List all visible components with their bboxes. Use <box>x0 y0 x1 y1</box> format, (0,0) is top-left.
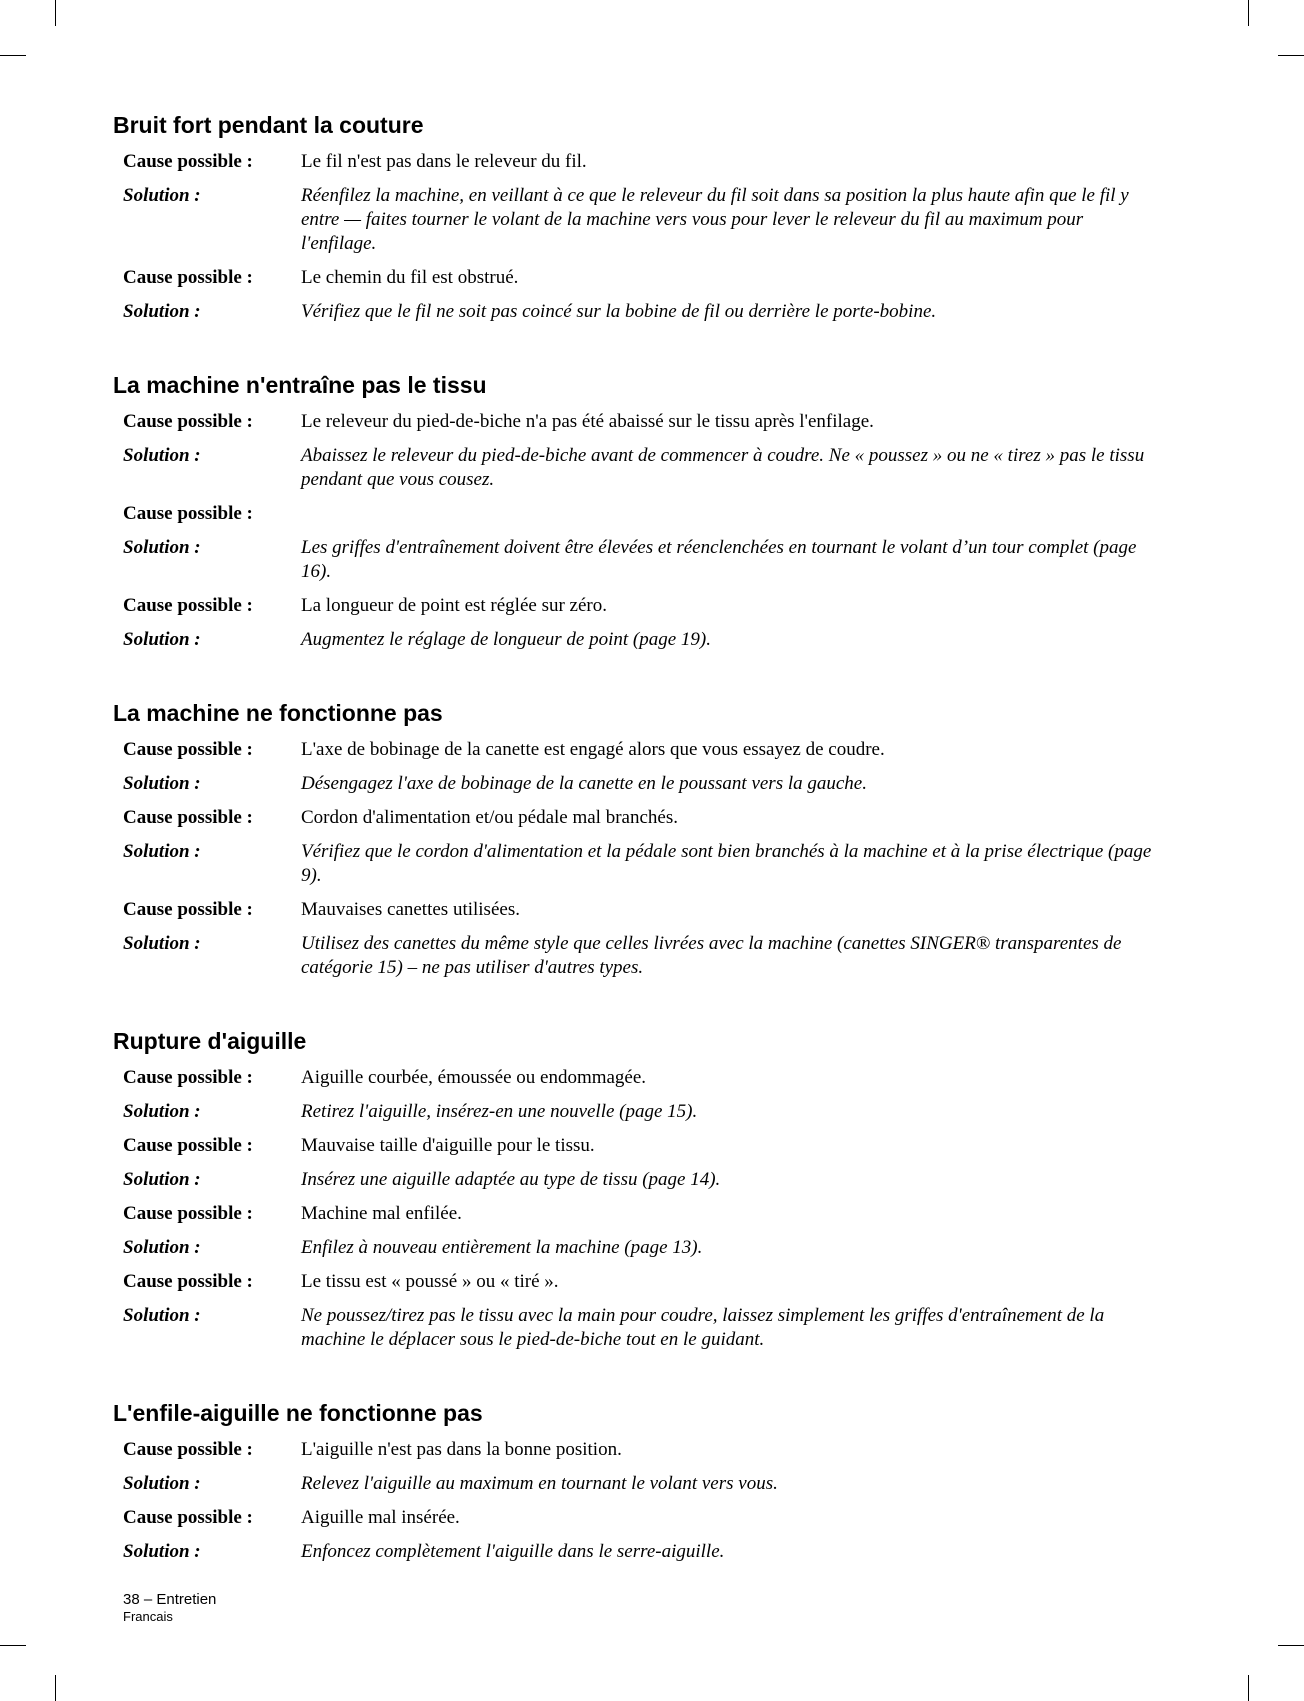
solution-label: Solution : <box>123 1305 201 1326</box>
solution-row <box>123 1100 1153 1124</box>
cause-label: Cause possible : <box>123 595 253 616</box>
cause-text: L'axe de bobinage de la canette est engagé alors que vous essayez de coudre. <box>301 739 885 760</box>
page-footer <box>123 1591 216 1625</box>
section-title: La machine ne fonctionne pas <box>113 700 443 726</box>
solution-row <box>123 300 1153 324</box>
crop-mark <box>1248 1675 1249 1701</box>
cause-row <box>123 266 1153 290</box>
cause-label: Cause possible : <box>123 503 253 524</box>
cause-text: Cordon d'alimentation et/ou pédale mal branchés. <box>301 807 678 828</box>
solution-label: Solution : <box>123 1237 201 1258</box>
solution-label: Solution : <box>123 629 201 650</box>
cause-text: Mauvaise taille d'aiguille pour le tissu. <box>301 1135 595 1156</box>
section-title: Rupture d'aiguille <box>113 1028 307 1054</box>
cause-row <box>123 150 1153 174</box>
solution-label: Solution : <box>123 1541 201 1562</box>
troubleshooting-section <box>113 108 1153 324</box>
section-spacer <box>113 990 1153 1024</box>
solution-text: Enfilez à nouveau entièrement la machine (page 13). <box>301 1237 703 1258</box>
footer-language: Francais <box>123 1609 173 1624</box>
crop-mark <box>0 55 26 56</box>
solution-row <box>123 536 1153 584</box>
solution-row <box>123 184 1153 256</box>
cause-text: Machine mal enfilée. <box>301 1203 462 1224</box>
solution-text: Relevez l'aiguille au maximum en tournant le volant vers vous. <box>301 1473 778 1494</box>
solution-row <box>123 444 1153 492</box>
cause-text: Aiguille courbée, émoussée ou endommagée. <box>301 1067 647 1088</box>
solution-text: Les griffes d'entraînement doivent être élevées et réenclenchées en tournant le volant d’un tour complet (page 16). <box>301 537 1137 582</box>
cause-text: Le chemin du fil est obstrué. <box>301 267 519 288</box>
solution-text: Retirez l'aiguille, insérez-en une nouvelle (page 15). <box>301 1101 698 1122</box>
cause-label: Cause possible : <box>123 267 253 288</box>
cause-label: Cause possible : <box>123 1067 253 1088</box>
crop-mark <box>1278 55 1304 56</box>
cause-text: L'aiguille n'est pas dans la bonne position. <box>301 1439 622 1460</box>
cause-text: Le tissu est « poussé » ou « tiré ». <box>301 1271 559 1292</box>
cause-row <box>123 594 1153 618</box>
cause-label: Cause possible : <box>123 1135 253 1156</box>
cause-label: Cause possible : <box>123 739 253 760</box>
crop-mark <box>0 1645 26 1646</box>
section-title: Bruit fort pendant la couture <box>113 112 424 138</box>
solution-text: Vérifiez que le cordon d'alimentation et la pédale sont bien branchés à la machine et à la prise électrique (page 9). <box>301 841 1152 886</box>
cause-label: Cause possible : <box>123 899 253 920</box>
section-spacer <box>113 1362 1153 1396</box>
cause-row <box>123 1134 1153 1158</box>
solution-text: Insérez une aiguille adaptée au type de tissu (page 14). <box>301 1169 721 1190</box>
solution-label: Solution : <box>123 773 201 794</box>
solution-row <box>123 840 1153 888</box>
cause-row <box>123 1066 1153 1090</box>
cause-row <box>123 1202 1153 1226</box>
solution-label: Solution : <box>123 301 201 322</box>
cause-text: La longueur de point est réglée sur zéro. <box>301 595 607 616</box>
cause-row <box>123 898 1153 922</box>
cause-label: Cause possible : <box>123 411 253 432</box>
crop-mark <box>1248 0 1249 26</box>
solution-text: Ne poussez/tirez pas le tissu avec la main pour coudre, laissez simplement les griffes d'entraînement de la machine le déplacer sous le pied-de-biche tout en le guidant. <box>301 1305 1105 1350</box>
crop-mark <box>1278 1645 1304 1646</box>
solution-label: Solution : <box>123 445 201 466</box>
troubleshooting-section <box>113 1024 1153 1352</box>
cause-text: Le releveur du pied-de-biche n'a pas été abaissé sur le tissu après l'enfilage. <box>301 411 874 432</box>
solution-text: Réenfilez la machine, en veillant à ce que le releveur du fil soit dans sa position la plus haute afin que le fil y entre — faites tourner le volant de la machine vers vous pour lever le releveur du fil au maximum pour l'enfilage. <box>301 185 1129 254</box>
footer-page-label: 38 – Entretien <box>123 1591 217 1608</box>
cause-label: Cause possible : <box>123 1203 253 1224</box>
solution-label: Solution : <box>123 841 201 862</box>
section-title: L'enfile-aiguille ne fonctionne pas <box>113 1400 483 1426</box>
solution-label: Solution : <box>123 1101 201 1122</box>
solution-row <box>123 1304 1153 1352</box>
solution-row <box>123 1540 1153 1564</box>
solution-text: Désengagez l'axe de bobinage de la canette en le poussant vers la gauche. <box>301 773 867 794</box>
cause-text: Mauvaises canettes utilisées. <box>301 899 520 920</box>
cause-label: Cause possible : <box>123 807 253 828</box>
cause-label: Cause possible : <box>123 1271 253 1292</box>
cause-row <box>123 502 1153 526</box>
solution-row <box>123 1168 1153 1192</box>
solution-label: Solution : <box>123 537 201 558</box>
cause-row <box>123 738 1153 762</box>
solution-text: Augmentez le réglage de longueur de point (page 19). <box>301 629 711 650</box>
cause-row <box>123 1506 1153 1530</box>
section-spacer <box>113 334 1153 368</box>
solution-text: Enfoncez complètement l'aiguille dans le serre-aiguille. <box>301 1541 725 1562</box>
cause-row <box>123 1438 1153 1462</box>
solution-row <box>123 1236 1153 1260</box>
solution-row <box>123 772 1153 796</box>
cause-label: Cause possible : <box>123 1439 253 1460</box>
troubleshooting-section <box>113 696 1153 980</box>
solution-label: Solution : <box>123 1473 201 1494</box>
cause-text: Aiguille mal insérée. <box>301 1507 460 1528</box>
solution-label: Solution : <box>123 933 201 954</box>
cause-row <box>123 1270 1153 1294</box>
solution-text: Abaissez le releveur du pied-de-biche avant de commencer à coudre. Ne « poussez » ou ne « tirez » pas le tissu pendant que vous cousez. <box>301 445 1145 490</box>
section-spacer <box>113 662 1153 696</box>
solution-row <box>123 932 1153 980</box>
cause-text: Le fil n'est pas dans le releveur du fil. <box>301 151 587 172</box>
troubleshooting-section <box>113 1396 1153 1564</box>
solution-label: Solution : <box>123 185 201 206</box>
solution-label: Solution : <box>123 1169 201 1190</box>
crop-mark <box>55 0 56 26</box>
crop-mark <box>55 1675 56 1701</box>
cause-label: Cause possible : <box>123 151 253 172</box>
solution-text: Vérifiez que le fil ne soit pas coincé sur la bobine de fil ou derrière le porte-bobine. <box>301 301 937 322</box>
cause-row <box>123 410 1153 434</box>
section-title: La machine n'entraîne pas le tissu <box>113 372 487 398</box>
solution-row <box>123 628 1153 652</box>
cause-label: Cause possible : <box>123 1507 253 1528</box>
troubleshooting-section <box>113 368 1153 652</box>
cause-row <box>123 806 1153 830</box>
solution-row <box>123 1472 1153 1496</box>
solution-text: Utilisez des canettes du même style que celles livrées avec la machine (canettes SINGER® transparentes de catégorie 15) – ne pas utiliser d'autres types. <box>301 933 1122 978</box>
troubleshooting-content <box>113 108 1153 1574</box>
